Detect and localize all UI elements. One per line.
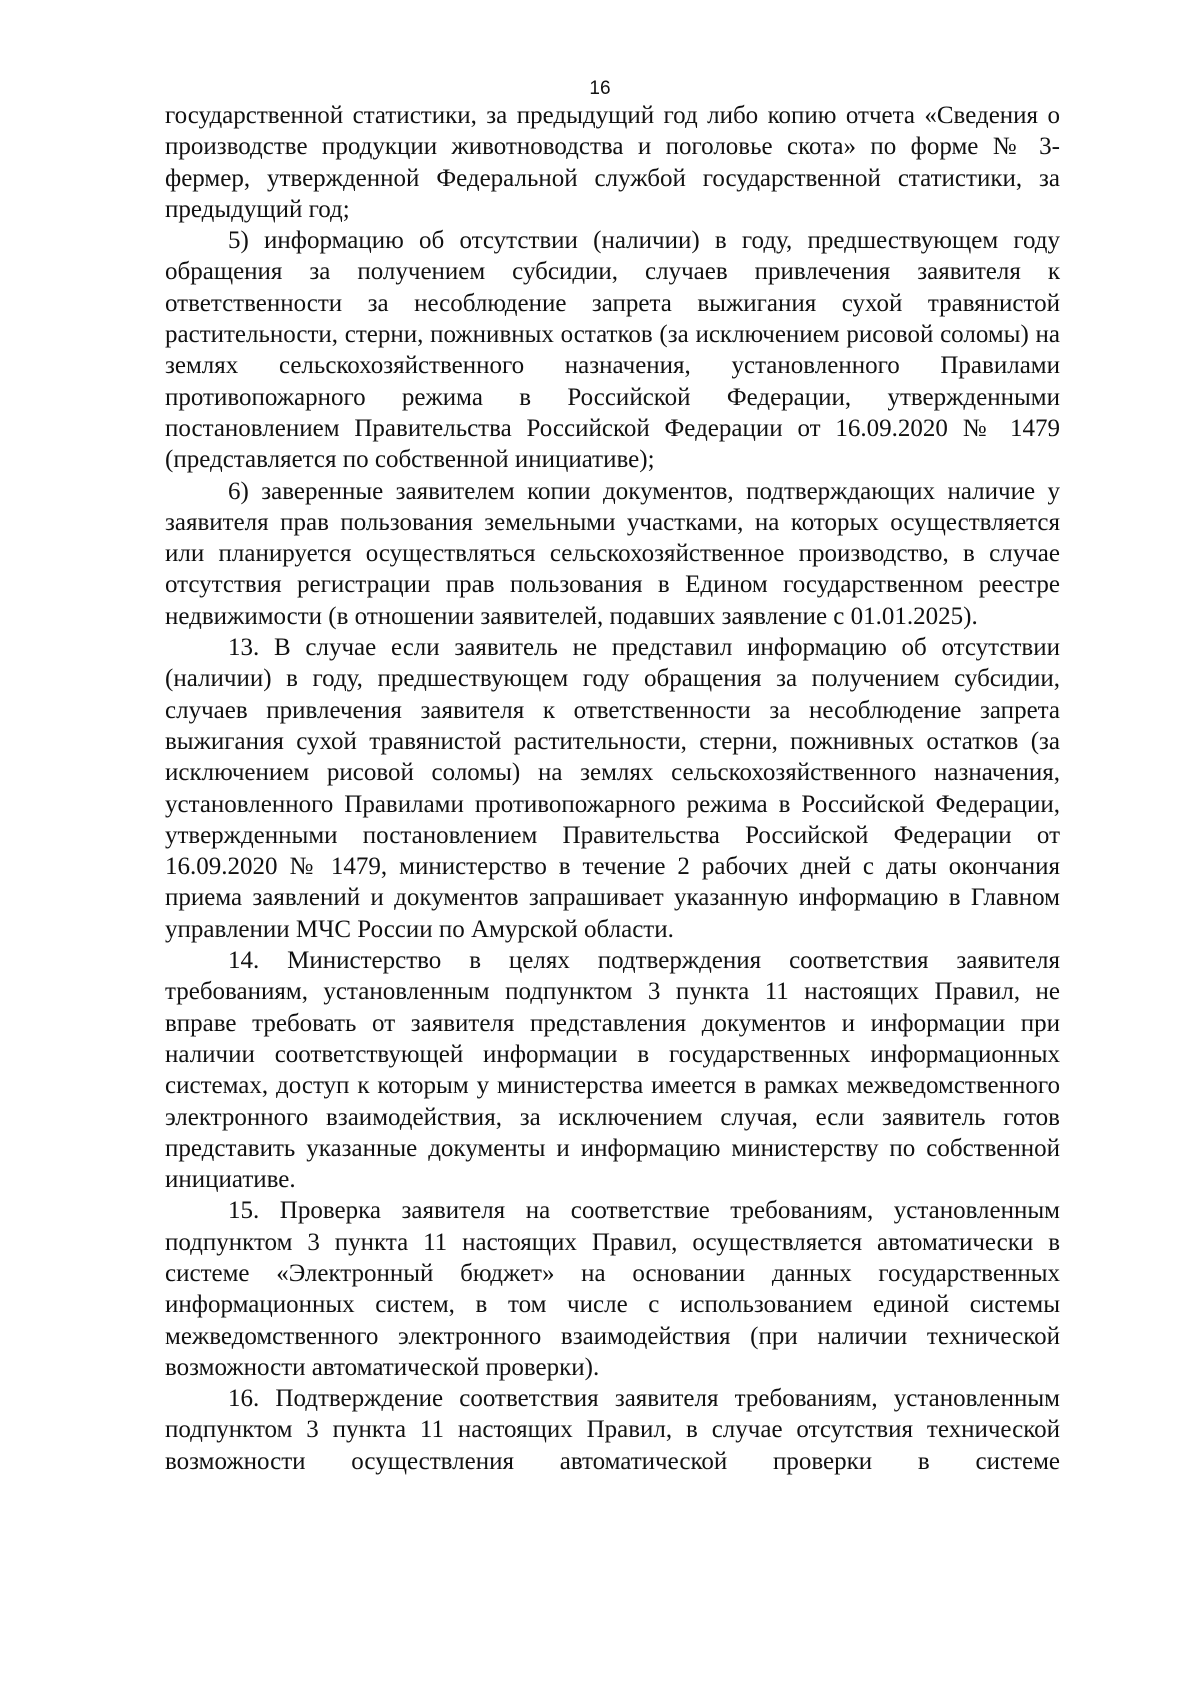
document-body xyxy=(165,100,1060,1477)
paragraph-item-5: 5) информацию об отсутствии (наличии) в году, предшествующем году обращения за получением субсидии, случаев привлечения заявителя к ответственности за несоблюдение запрета выжигания сухой травянистой растительности, стерни, пожнивных остатков (за исключением рисовой соломы) на землях сельскохозяйственного назначения, установленного Правилами противопожарного режима в Российской Федерации, утвержденными постановлением Правительства Российской Федерации от 16.09.2020 № 1479 (представляется по собственной инициативе); xyxy=(165,227,1060,474)
paragraph-clause-15: 15. Проверка заявителя на соответствие требованиям, установленным подпунктом 3 пункта 11 настоящих Правил, осуществляется автоматически в системе «Электронный бюджет» на основании данных государственных информационных систем, в том числе с использованием единой системы межведомственного электронного взаимодействия (при наличии технической возможности автоматической проверки). xyxy=(165,1197,1060,1381)
paragraph-clause-14: 14. Министерство в целях подтверждения соответствия заявителя требованиям, установленным подпунктом 3 пункта 11 настоящих Правил, не вправе требовать от заявителя представления документов и информации при наличии соответствующей информации в государственных информационных системах, доступ к которым у министерства имеется в рамках межведомственного электронного взаимодействия, за исключением случая, если заявитель готов представить указанные документы и информацию министерству по собственной инициативе. xyxy=(165,947,1060,1194)
paragraph-continuation: государственной статистики, за предыдущий год либо копию отчета «Сведения о производстве продукции животноводства и поголовье скота» по форме № 3-фермер, утвержденной Федеральной службой государственной статистики, за предыдущий год; xyxy=(165,102,1060,223)
paragraph-item-6: 6) заверенные заявителем копии документов, подтверждающих наличие у заявителя прав пользования земельными участками, на которых осуществляется или планируется осуществляться сельскохозяйственное производство, в случае отсутствия регистрации прав пользования в Едином государственном реестре недвижимости (в отношении заявителей, подавших заявление с 01.01.2025). xyxy=(165,477,1060,630)
page-number: 16 xyxy=(589,78,611,99)
paragraph-clause-16: 16. Подтверждение соответствия заявителя требованиям, установленным подпунктом 3 пункта 11 настоящих Правил, в случае отсутствия технической возможности осуществления автоматической проверки в системе xyxy=(165,1385,1060,1475)
paragraph-clause-13: 13. В случае если заявитель не представил информацию об отсутствии (наличии) в году, предшествующем году обращения за получением субсидии, случаев привлечения заявителя к ответственности за несоблюдение запрета выжигания сухой травянистой растительности, стерни, пожнивных остатков (за исключением рисовой соломы) на землях сельскохозяйственного назначения, установленного Правилами противопожарного режима в Российской Федерации, утвержденными постановлением Правительства Российской Федерации от 16.09.2020 № 1479, министерство в течение 2 рабочих дней с даты окончания приема заявлений и документов запрашивает указанную информацию в Главном управлении МЧС России по Амурской области. xyxy=(165,634,1060,943)
